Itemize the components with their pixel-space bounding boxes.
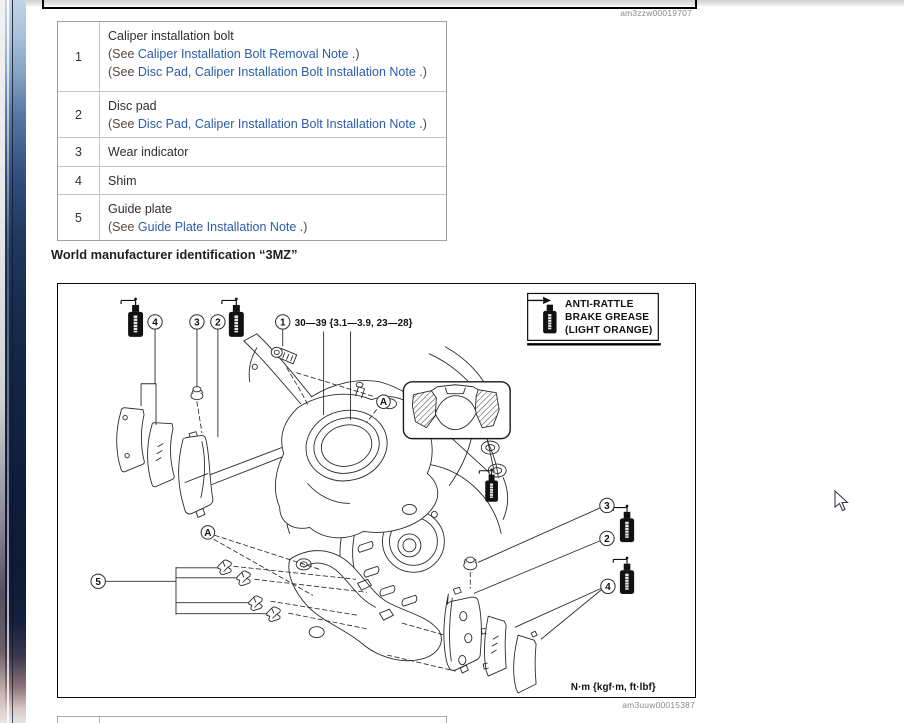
note-link[interactable]: Disc Pad, Caliper Installation Bolt Installation Note bbox=[137, 65, 416, 79]
svg-text:3: 3 bbox=[604, 500, 610, 512]
inner-shim-right-drawing bbox=[481, 616, 506, 676]
wear-indicator-right-drawing bbox=[464, 557, 477, 570]
part-title: Disc pad bbox=[108, 99, 157, 113]
part-title: Caliper installation bolt bbox=[108, 29, 234, 43]
window-left-highlight bbox=[7, 0, 9, 723]
grease-bottle-icon bbox=[222, 298, 244, 337]
figure-frame bbox=[57, 283, 696, 698]
callout-3-badge bbox=[600, 498, 614, 512]
note-link[interactable]: Disc Pad, Caliper Installation Bolt Installation Note bbox=[137, 117, 416, 131]
note-suffix: .) bbox=[296, 220, 308, 234]
part-number: 4 bbox=[58, 167, 100, 194]
window-left-shadow bbox=[12, 0, 13, 723]
brake-caliper-exploded-diagram bbox=[58, 284, 695, 697]
legend-line-3: (LIGHT ORANGE) bbox=[565, 324, 653, 336]
table-row bbox=[58, 137, 446, 166]
callout-3-badge bbox=[190, 315, 204, 329]
note-prefix: (See bbox=[108, 220, 138, 234]
note-prefix: (See bbox=[108, 65, 138, 79]
svg-text:A: A bbox=[204, 527, 212, 539]
inner-disc-pad-drawing bbox=[444, 587, 482, 673]
callout-2-badge bbox=[600, 531, 614, 545]
parts-table bbox=[57, 21, 447, 241]
part-number: 3 bbox=[58, 138, 100, 166]
part-note bbox=[108, 218, 438, 236]
part-title: Shim bbox=[108, 174, 137, 188]
section-heading: World manufacturer identification “3MZ” bbox=[51, 247, 298, 262]
note-link[interactable]: Guide Plate Installation Note bbox=[137, 220, 297, 234]
callout-4-badge bbox=[601, 579, 615, 593]
legend-box bbox=[527, 293, 661, 344]
note-link[interactable]: Caliper Installation Bolt Removal Note bbox=[137, 47, 349, 61]
outer-shim-drawing bbox=[117, 408, 145, 472]
part-title: Wear indicator bbox=[108, 145, 189, 159]
table-row bbox=[58, 22, 446, 91]
svg-text:2: 2 bbox=[604, 533, 610, 545]
inner-shim-drawing bbox=[148, 423, 175, 487]
grease-bottle-icon bbox=[121, 298, 143, 337]
svg-text:3: 3 bbox=[194, 317, 200, 329]
svg-text:2: 2 bbox=[215, 317, 221, 329]
figure-code-bottom: am3uuw00015387 bbox=[622, 700, 695, 710]
window-left-border bbox=[0, 0, 26, 723]
part-number: 5 bbox=[58, 195, 100, 240]
part-number: 1 bbox=[58, 22, 100, 91]
mouse-cursor bbox=[834, 490, 852, 514]
outer-disc-pad-drawing bbox=[179, 432, 213, 518]
note-prefix: (See bbox=[108, 47, 138, 61]
figure-code-top: am3zzw00019707 bbox=[620, 8, 692, 18]
detail-a-inset bbox=[403, 382, 510, 439]
callout-5-badge bbox=[91, 574, 105, 588]
svg-text:5: 5 bbox=[95, 576, 101, 588]
table-row bbox=[58, 166, 446, 194]
svg-text:4: 4 bbox=[152, 317, 158, 329]
window-left-edge-column bbox=[0, 0, 5, 723]
callout-4-badge bbox=[148, 315, 162, 329]
callout-1-badge bbox=[276, 315, 290, 329]
next-table-partial bbox=[57, 716, 447, 723]
grease-bottle-icon bbox=[613, 557, 634, 594]
table-row bbox=[58, 194, 446, 240]
table-column-divider bbox=[99, 717, 100, 723]
part-note bbox=[108, 45, 438, 63]
grease-bottle-icon bbox=[613, 505, 634, 542]
legend-line-1: ANTI-RATTLE bbox=[565, 298, 634, 310]
svg-text:A: A bbox=[379, 397, 388, 409]
note-suffix: .) bbox=[415, 117, 427, 131]
part-title: Guide plate bbox=[108, 202, 172, 216]
units-note-text: N·m {kgf·m, ft·lbf} bbox=[570, 682, 656, 694]
svg-text:4: 4 bbox=[605, 581, 611, 593]
callout-a-badge bbox=[377, 395, 391, 409]
callout-a-badge bbox=[201, 526, 215, 540]
note-suffix: .) bbox=[415, 65, 427, 79]
caliper-bolt-drawing bbox=[271, 347, 296, 363]
table-row bbox=[58, 91, 446, 137]
guide-plate-clips-drawing bbox=[218, 560, 280, 621]
svg-text:1: 1 bbox=[279, 317, 286, 329]
torque-spec-text: 30—39 {3.1—3.9, 23—28} bbox=[294, 317, 413, 329]
note-suffix: .) bbox=[348, 47, 360, 61]
wear-indicator-left-drawing bbox=[191, 387, 203, 400]
legend-line-2: BRAKE GREASE bbox=[565, 311, 650, 323]
part-note bbox=[108, 115, 438, 133]
part-note bbox=[108, 63, 438, 81]
outer-shim-right-drawing bbox=[514, 631, 537, 693]
note-prefix: (See bbox=[108, 117, 138, 131]
part-number: 2 bbox=[58, 92, 100, 137]
callout-2-badge bbox=[211, 315, 225, 329]
